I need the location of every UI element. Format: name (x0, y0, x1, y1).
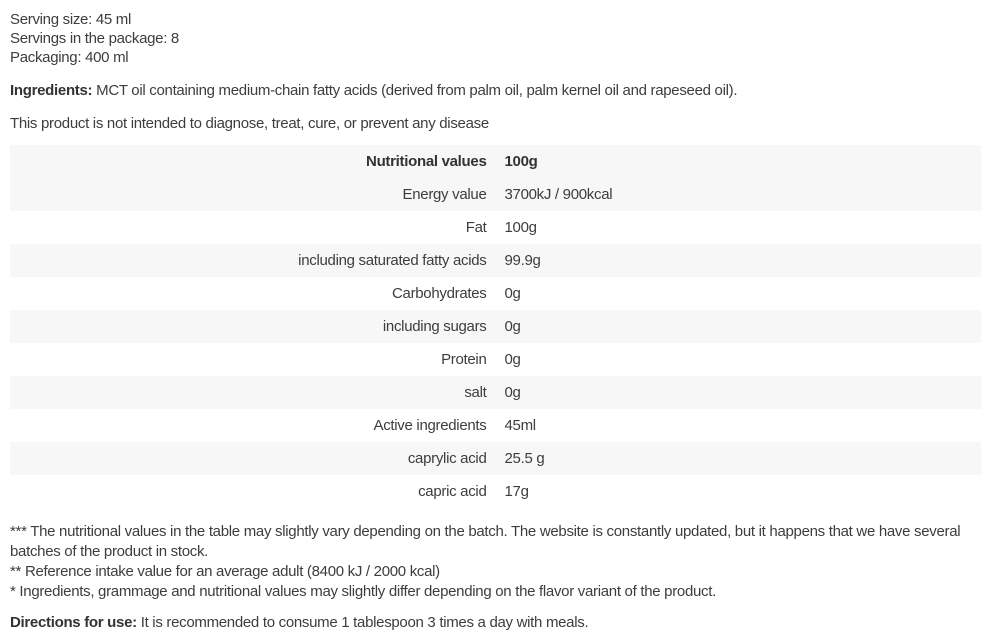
directions-text: It is recommended to consume 1 tablespoon 3 times a day with meals. (136, 614, 589, 631)
nutrient-name-cell: salt (464, 384, 487, 401)
nutrient-value-cell: 0g (504, 384, 521, 401)
directions-label: Directions for use: (10, 614, 137, 631)
nutrient-name-cell: Active ingredients (373, 417, 487, 434)
nutrition-table-header-value: 100g (504, 153, 538, 170)
footnote-line: * Ingredients, grammage and nutritional values may slightly differ depending on the flavor variant of the product. (10, 583, 716, 600)
nutrient-name-cell: Carbohydrates (392, 285, 487, 302)
nutrient-value-cell: 99.9g (504, 252, 541, 269)
nutrient-value-cell: 100g (504, 219, 537, 236)
nutrition-table-row (10, 310, 981, 343)
footnote-line: ** Reference intake value for an average adult (8400 kJ / 2000 kcal) (10, 563, 440, 580)
nutrition-table-row (10, 376, 981, 409)
nutrition-table-row (10, 277, 981, 310)
nutrition-table-row (10, 343, 981, 376)
serving-size-line: Serving size: 45 ml (10, 11, 132, 28)
ingredients-paragraph (10, 81, 981, 100)
nutrient-value-cell: 45ml (504, 417, 536, 434)
ingredients-text: MCT oil containing medium-chain fatty acids (derived from palm oil, palm kernel oil and rapeseed oil). (92, 82, 738, 99)
servings-in-package-line: Servings in the package: 8 (10, 30, 179, 47)
nutrition-table-body (10, 178, 981, 508)
nutrient-name-cell: capric acid (418, 483, 487, 500)
ingredients-label: Ingredients: (10, 82, 93, 99)
footnote-line: *** The nutritional values in the table may slightly vary depending on the batch. The website is constantly updated, but it happens that we have several batches of the product in stock. (10, 523, 961, 560)
nutrient-name-cell: Protein (441, 351, 487, 368)
nutrient-name-cell: including saturated fatty acids (298, 252, 487, 269)
nutrient-value-cell: 17g (504, 483, 529, 500)
nutrient-name-cell: Fat (465, 219, 487, 236)
nutrition-table-header-row (10, 145, 981, 178)
nutrient-value-cell: 0g (504, 318, 521, 335)
directions-paragraph (10, 613, 981, 633)
nutrition-table-row (10, 244, 981, 277)
nutrition-table-row (10, 211, 981, 244)
nutrition-table-row (10, 475, 981, 508)
nutrition-table-row (10, 409, 981, 442)
disclaimer-text: This product is not intended to diagnose, treat, cure, or prevent any disease (10, 115, 489, 132)
nutrition-table-row (10, 178, 981, 211)
nutrient-value-cell: 0g (504, 351, 521, 368)
nutrition-table-row (10, 442, 981, 475)
packaging-line: Packaging: 400 ml (10, 49, 129, 66)
nutrient-value-cell: 3700kJ / 900kcal (504, 186, 613, 203)
nutrient-value-cell: 0g (504, 285, 521, 302)
nutrient-value-cell: 25.5 g (504, 450, 545, 467)
nutrient-name-cell: caprylic acid (407, 450, 487, 467)
nutrition-table (10, 145, 981, 508)
footnotes-block (10, 522, 981, 602)
serving-info-block (10, 10, 981, 67)
nutrient-name-cell: Energy value (402, 186, 487, 203)
nutrition-table-header-name: Nutritional values (366, 153, 487, 170)
nutrient-name-cell: including sugars (382, 318, 487, 335)
